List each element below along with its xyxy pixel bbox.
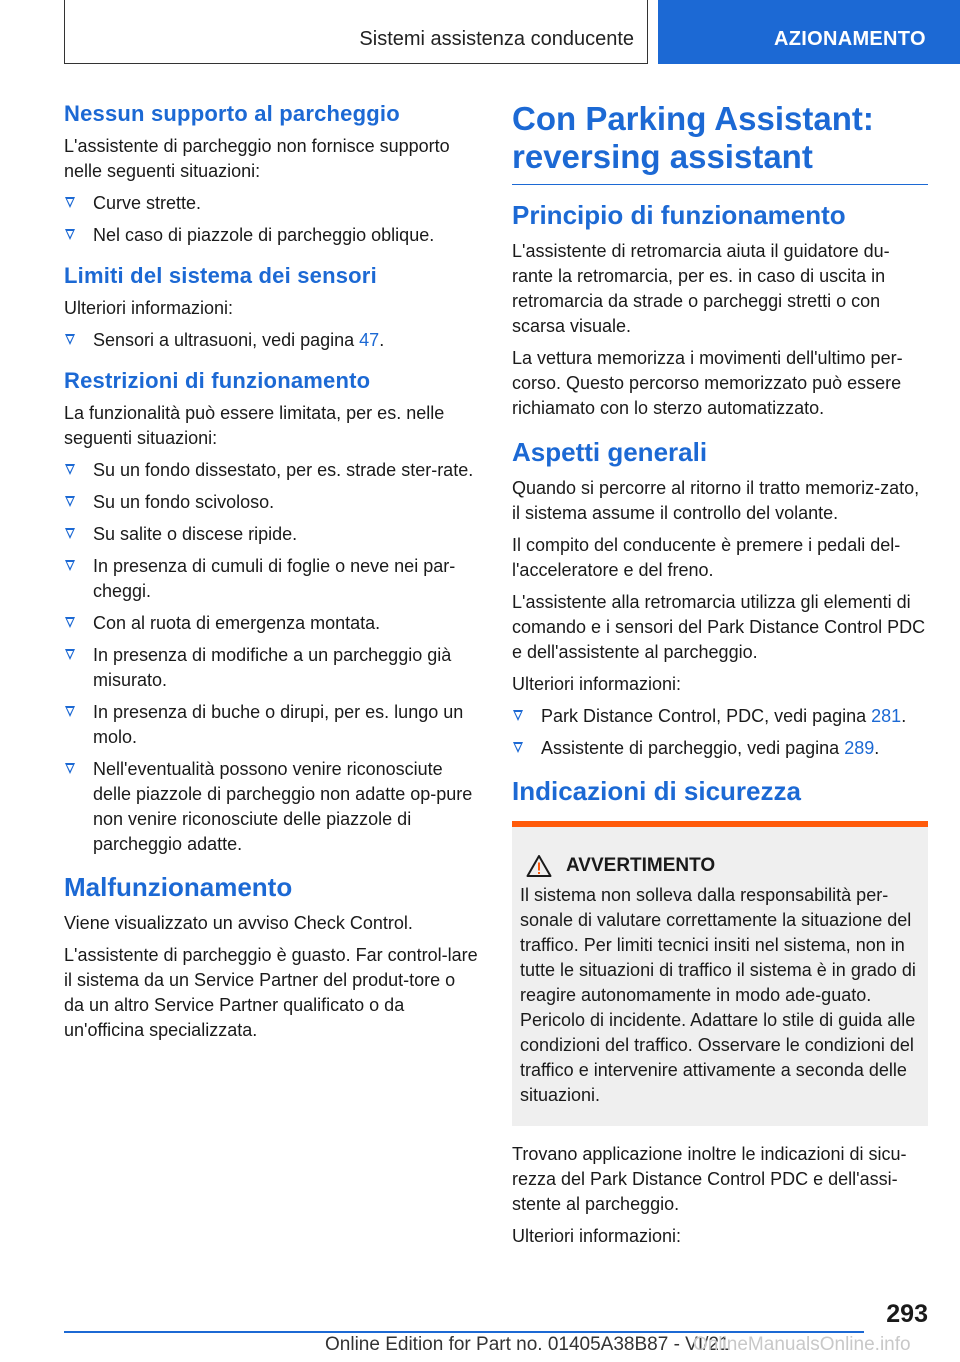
paragraph: Trovano applicazione inoltre le indicazioni di sicu-rezza del Park Distance Control PDC e dell'assi-stente al parcheggio. <box>512 1144 907 1214</box>
warning-box <box>512 821 928 1126</box>
list-item <box>64 522 478 547</box>
list-item <box>64 458 478 483</box>
heading-no-parking-support: Nessun supporto al parcheggio <box>64 101 400 126</box>
triangle-bullet-icon <box>65 528 75 539</box>
heading-sensor-limits: Limiti del sistema dei sensori <box>64 263 377 288</box>
warning-triangle-icon <box>526 854 552 878</box>
list-item <box>64 490 478 515</box>
heading-safety-information: Indicazioni di sicurezza <box>512 776 801 806</box>
triangle-bullet-icon <box>513 742 523 753</box>
warning-title: AVVERTIMENTO <box>566 855 716 876</box>
list-item <box>64 328 478 353</box>
paragraph: L'assistente alla retromarcia utilizza gli elementi di comando e i sensori del Park Distance Control PDC e dell'assistente al parcheggio. <box>512 592 926 662</box>
list-item-text: In presenza di modifiche a un parcheggio già misurato. <box>93 645 452 690</box>
triangle-bullet-icon <box>513 710 523 721</box>
triangle-bullet-icon <box>65 617 75 628</box>
warning-text: Il sistema non solleva dalla responsabilità per-sonale di valutare correttamente la situazione del traffico. Per limiti tecnici insiti nel sistema, non in tutte le situazioni di traffico il sistema è in grado di reagire autonomamente in modo ade-guato. Pericolo di incidente. Adattare lo stile di guida alle condizioni del traffico. Osservare le condizioni del traffico e intervenire attivamente a seconda delle situazioni. <box>520 885 916 1105</box>
triangle-bullet-icon <box>65 649 75 660</box>
list-item <box>64 700 478 750</box>
triangle-bullet-icon <box>65 197 75 208</box>
list-item-text: Con al ruota di emergenza montata. <box>93 613 381 633</box>
triangle-bullet-icon <box>65 334 75 345</box>
list-item-text: Nel caso di piazzole di parcheggio oblique. <box>93 225 435 245</box>
paragraph: Ulteriori informazioni: <box>64 298 234 318</box>
list-item <box>64 757 478 857</box>
heading-malfunction: Malfunzionamento <box>64 872 293 902</box>
list-item-text: In presenza di cumuli di foglie o neve nei par-cheggi. <box>93 556 456 601</box>
bullet-list <box>64 191 478 248</box>
list-item <box>64 223 478 248</box>
header-chapter-tab <box>658 0 960 64</box>
paragraph: Ulteriori informazioni: <box>512 674 682 694</box>
page-link-281[interactable]: 281 <box>871 706 902 726</box>
list-item-text: In presenza di buche o dirupi, per es. lungo un molo. <box>93 702 464 747</box>
header-chapter-title: AZIONAMENTO <box>774 28 926 50</box>
list-item-end: . <box>874 738 880 758</box>
list-item <box>64 191 478 216</box>
list-item <box>512 704 928 729</box>
bullet-list <box>64 328 478 353</box>
page-link-289[interactable]: 289 <box>844 738 875 758</box>
list-item <box>64 554 478 604</box>
list-item-text: Park Distance Control, PDC, vedi pagina <box>541 706 872 726</box>
list-item-text: Sensori a ultrasuoni, vedi pagina <box>93 330 360 350</box>
footer-rule <box>64 1331 864 1333</box>
paragraph: La funzionalità può essere limitata, per es. nelle seguenti situazioni: <box>64 403 445 448</box>
bullet-list <box>512 704 928 761</box>
triangle-bullet-icon <box>65 560 75 571</box>
list-item-text: Su salite o discese ripide. <box>93 524 298 544</box>
left-column <box>64 100 478 1050</box>
list-item-text: Su un fondo dissestato, per es. strade ster-rate. <box>93 460 474 480</box>
list-item-end: . <box>901 706 907 726</box>
paragraph: Viene visualizzato un avviso Check Control. <box>64 913 413 933</box>
chapter-heading: Con Parking Assistant: reversing assistant <box>512 100 928 185</box>
heading-operating-principle: Principio di funzionamento <box>512 200 846 230</box>
page-link-47[interactable]: 47 <box>359 330 380 350</box>
bullet-list <box>64 458 478 857</box>
header-section-title: Sistemi assistenza conducente <box>359 28 634 50</box>
paragraph: Ulteriori informazioni: <box>512 1226 682 1246</box>
triangle-bullet-icon <box>65 464 75 475</box>
heading-general: Aspetti generali <box>512 437 708 467</box>
list-item <box>64 643 478 693</box>
list-item-text: Su un fondo scivoloso. <box>93 492 275 512</box>
list-item-text: Curve strette. <box>93 193 202 213</box>
warning-title-row <box>520 853 920 879</box>
list-item-end: . <box>379 330 385 350</box>
paragraph: L'assistente di parcheggio non fornisce supporto nelle seguenti situazioni: <box>64 136 450 181</box>
paragraph: La vettura memorizza i movimenti dell'ultimo per-corso. Questo percorso memorizzato può essere richiamato con lo sterzo automatizzato. <box>512 348 903 418</box>
right-column <box>512 100 928 1256</box>
triangle-bullet-icon <box>65 706 75 717</box>
triangle-bullet-icon <box>65 496 75 507</box>
paragraph: L'assistente di parcheggio è guasto. Far control-lare il sistema da un Service Partner del produt-tore o da un altro Service Partner qualificato o da un'officina specializzata. <box>64 945 478 1040</box>
paragraph: L'assistente di retromarcia aiuta il guidatore du-rante la retromarcia, per es. in caso di uscita in retromarcia da strade o parcheggi stretti o con scarsa visuale. <box>512 241 890 336</box>
page-number: 293 <box>886 1300 928 1328</box>
footer-watermark: OnlineManualsOnline.info <box>693 1334 911 1355</box>
triangle-bullet-icon <box>65 763 75 774</box>
list-item-text: Nell'eventualità possono venire riconosciute delle piazzole di parcheggio non adatte op-pure non venire riconosciute delle piazzole di parcheggio adatte. <box>93 759 473 854</box>
heading-function-restrictions: Restrizioni di funzionamento <box>64 368 371 393</box>
paragraph: Il compito del conducente è premere i pedali del-l'acceleratore e del freno. <box>512 535 901 580</box>
triangle-bullet-icon <box>65 229 75 240</box>
list-item <box>64 611 478 636</box>
footer-edition: Online Edition for Part no. 01405A38B87 - VI/21 <box>325 1334 730 1355</box>
paragraph: Quando si percorre al ritorno il tratto memoriz-zato, il sistema assume il controllo del volante. <box>512 478 920 523</box>
list-item-text: Assistente di parcheggio, vedi pagina <box>541 738 845 758</box>
list-item <box>512 736 928 761</box>
